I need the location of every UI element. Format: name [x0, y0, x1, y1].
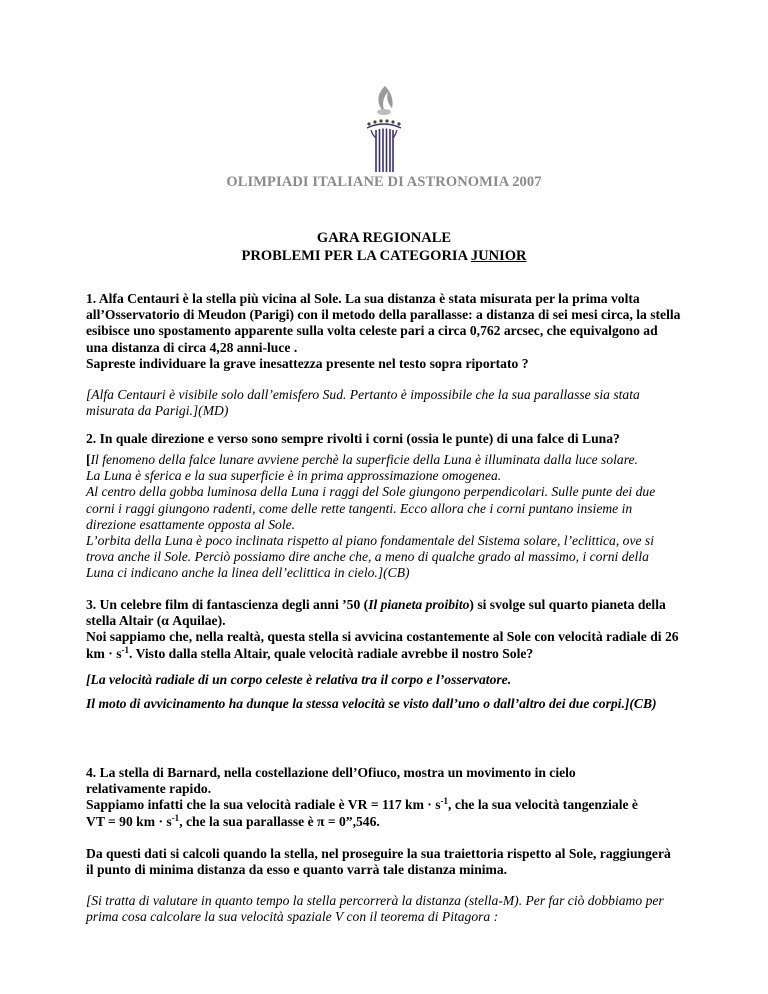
problem-1-answer: [Alfa Centauri è visibile solo dall’emisfero Sud. Pertanto è impossibile che la sua parallasse sia stata misurata da Parigi.](MD) — [86, 387, 640, 419]
problem-4-answer: [Si tratta di valutare in quanto tempo la stella percorrerà la distanza (stella-M). Per far ciò dobbiamo per prima cosa calcolare la sua velocità spaziale V con il teorema di Pitagora : — [86, 893, 664, 925]
problem-1-question: 1. Alfa Centauri è la stella più vicina al Sole. La sua distanza è stata misurata per la prima volta all’Osservatorio di Meudon (Parigi) con il metodo della parallasse: a distanza di sei mesi circa, la stella esibisce uno spostamento apparente sulla volta celeste pari a circa 0,762 arcsec, che equivalgono ad una distanza di circa 4,28 anni-luce . Sapreste individuare la grave inesattezza presente nel testo sopra riportato ? — [86, 291, 681, 371]
problem-2-question: 2. In quale direzione e verso sono sempre rivolti i corni (ossia le punte) di una falce di Luna? — [86, 431, 620, 446]
competition-stage: GARA REGIONALE — [316, 230, 452, 246]
problem-4-question: 4. La stella di Barnard, nella costellazione dell’Ofiuco, mostra un movimento in cielo relativamente rapido. Sappiamo infatti che la sua velocità radiale è VR = 117 km · $s^{-1}$, che la sua velocità tangenziale è VT = 90 km · $s^{-1}$, che la sua parallasse è π = 0”,546. — [86, 765, 638, 829]
olympiad-logo-icon — [364, 84, 404, 174]
problem-4-task: Da questi dati si calcoli quando la stella, nel proseguire la sua traiettoria rispetto al Sole, raggiungerà il punto di minima distanza da esso e quanto varrà tale distanza minima. — [86, 846, 671, 878]
category-name: JUNIOR — [470, 248, 527, 264]
page-title: PROBLEMI PER LA CATEGORIA JUNIOR — [241, 248, 527, 264]
film-title: Il pianeta proibito — [368, 597, 470, 612]
organization-name: OLIMPIADI ITALIANE DI ASTRONOMIA 2007 — [226, 174, 542, 190]
problem-3-question: 3. Un celebre film di fantascienza degli anni ’50 (Il pianeta proibito) si svolge sul quarto pianeta della stella Altair (α Aquilae). Noi sappiamo che, nella realtà, questa stella si avvicina costantemente al Sole con velocità radiale di 26 km · $s^{-1}$. Visto dalla stella Altair, quale velocità radiale avrebbe il nostro Sole? — [86, 597, 679, 661]
problem-2-answer: [Il fenomeno della falce lunare avviene perchè la superficie della Luna è illuminata dalla luce solare. La Luna è sferica e la sua superficie è in prima approssimazione omogenea. Al centro della gobba luminosa della Luna i raggi del Sole giungono perpendicolari. Sulle punte dei due corni i raggi giungono radenti, come delle rette tangenti. Ecco allora che i corni puntano insieme in direzione esattamente opposta al Sole. L’orbita della Luna è poco inclinata rispetto al piano fondamentale del Sistema solare, l’eclittica, ove si trova anche il Sole. Perciò possiamo dire anche che, a meno di qualche grado al massimo, i corni della Luna ci indicano anche la linea dell’eclittica in cielo.](CB) — [86, 452, 656, 581]
problem-3-answer: [La velocità radiale di un corpo celeste è relativa tra il corpo e l’osservatore. Il moto di avvicinamento ha dunque la stessa velocità se visto dall’uno o dall’altro dei due corpi.](CB) — [86, 672, 657, 712]
